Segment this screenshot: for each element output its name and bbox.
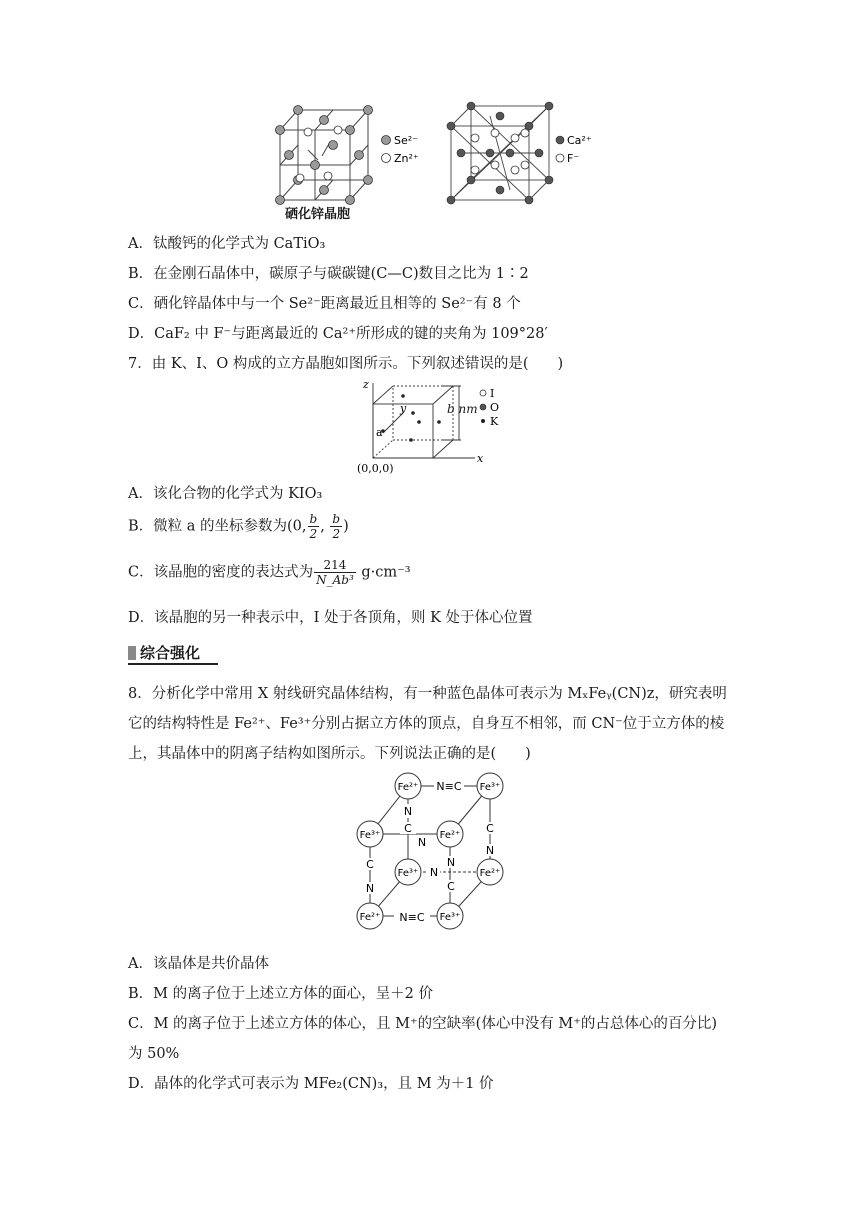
- section-header: 综合强化: [128, 642, 218, 664]
- c-atom: C: [447, 880, 455, 893]
- q6-option-b: B．在金刚石晶体中，碳原子与碳碳键(C—C)数目之比为 1∶2: [128, 266, 529, 282]
- q8-option-c-2: 为 50%: [128, 1046, 180, 1062]
- n-atom: N: [429, 866, 439, 879]
- legend-o: O: [490, 401, 500, 414]
- q7-option-a: A．该化合物的化学式为 KIO₃: [128, 486, 323, 502]
- caf2-unit-cell-figure: [445, 100, 555, 205]
- axis-x: x: [477, 452, 484, 465]
- c-atom: C: [404, 822, 412, 835]
- q8-stem-3: 上，其晶体中的阴离子结构如图所示。下列说法正确的是( ): [128, 746, 531, 762]
- fe3-ion: Fe³⁺: [359, 830, 381, 841]
- legend-zn: Zn²⁺: [394, 152, 419, 165]
- q8-option-a: A．该晶体是共价晶体: [128, 956, 269, 972]
- cn-ligand: N≡C: [436, 780, 462, 793]
- q6-option-d: D．CaF₂ 中 F⁻与距离最近的 Ca²⁺所形成的键的夹角为 109°28′: [128, 326, 548, 342]
- q6-option-a: A．钛酸钙的化学式为 CaTiO₃: [128, 236, 326, 252]
- n-atom: N: [365, 882, 375, 895]
- znse-caption: 硒化锌晶胞: [285, 207, 351, 222]
- legend-i: I: [490, 387, 495, 400]
- particle-a-label: a: [376, 426, 383, 439]
- q8-option-d: D．晶体的化学式可表示为 MFe₂(CN)₃，且 M 为＋1 价: [128, 1076, 494, 1092]
- q8-stem-1: 8．分析化学中常用 X 射线研究晶体结构，有一种蓝色晶体可表示为 MₓFeᵧ(CN)z，研究表明: [128, 686, 727, 702]
- n-atom: N: [485, 844, 495, 857]
- legend-k: K: [490, 415, 499, 428]
- fe2-ion: Fe²⁺: [479, 868, 501, 879]
- q7-option-c: C．该晶胞的密度的表达式为 $\frac{214}{\text{N\_Ab³}}$ g·cm⁻³: [128, 558, 411, 587]
- c-atom: C: [366, 858, 374, 871]
- n-atom: N: [446, 856, 456, 869]
- dim-label: b nm: [447, 402, 478, 416]
- frac-b-half-2: $\frac{b}{2}$: [332, 512, 341, 541]
- fe2-ion: Fe²⁺: [359, 912, 381, 923]
- frac-b-half-1: $\frac{b}{2}$: [309, 512, 318, 541]
- fe2-ion: Fe²⁺: [397, 782, 419, 793]
- n-atom: N: [403, 805, 413, 818]
- znse-legend: [380, 132, 440, 168]
- q7-stem: 7．由 K、I、O 构成的立方晶胞如图所示。下列叙述错误的是( ): [128, 356, 564, 372]
- legend-f: F⁻: [567, 152, 580, 165]
- legend-ca: Ca²⁺: [567, 134, 592, 147]
- fe2-ion: Fe²⁺: [439, 830, 461, 841]
- q6-option-c: C．硒化锌晶体中与一个 Se²⁻距离最近且相等的 Se²⁻有 8 个: [128, 296, 521, 312]
- axis-z: z: [363, 378, 369, 391]
- q8-stem-2: 它的结构特性是 Fe²⁺、Fe³⁺分别占据立方体的顶点，自身互不相邻，而 CN⁻位于立方体的棱: [128, 716, 725, 732]
- kio-legend: [478, 386, 518, 432]
- frac-density: $\frac{214}{\text{N\_Ab³}}$: [316, 558, 354, 587]
- n-atom: N: [417, 836, 427, 849]
- origin-label: (0,0,0): [357, 462, 394, 474]
- fe3-ion: Fe³⁺: [439, 912, 461, 923]
- fe3-ion: Fe³⁺: [397, 868, 419, 879]
- axis-y: y: [400, 402, 407, 415]
- q8-option-c-1: C．M 的离子位于上述立方体的体心，且 M⁺的空缺率(体心中没有 M⁺的占总体心的百分比): [128, 1016, 718, 1032]
- c-atom: C: [486, 822, 494, 835]
- fe3-ion: Fe³⁺: [479, 782, 501, 793]
- cn-ligand: N≡C: [399, 911, 425, 924]
- q8-option-b: B．M 的离子位于上述立方体的面心，呈＋2 价: [128, 986, 433, 1002]
- q7-option-b: B．微粒 a 的坐标参数为(0, $\frac{b}{2}$ , $\frac{b}{2}$ ): [128, 512, 349, 541]
- legend-se: Se²⁻: [394, 134, 418, 147]
- q7-option-d: D．该晶胞的另一种表示中，I 处于各顶角，则 K 处于体心位置: [128, 610, 533, 626]
- caf2-legend: [555, 132, 615, 168]
- prussian-blue-cube-figure: [350, 768, 520, 934]
